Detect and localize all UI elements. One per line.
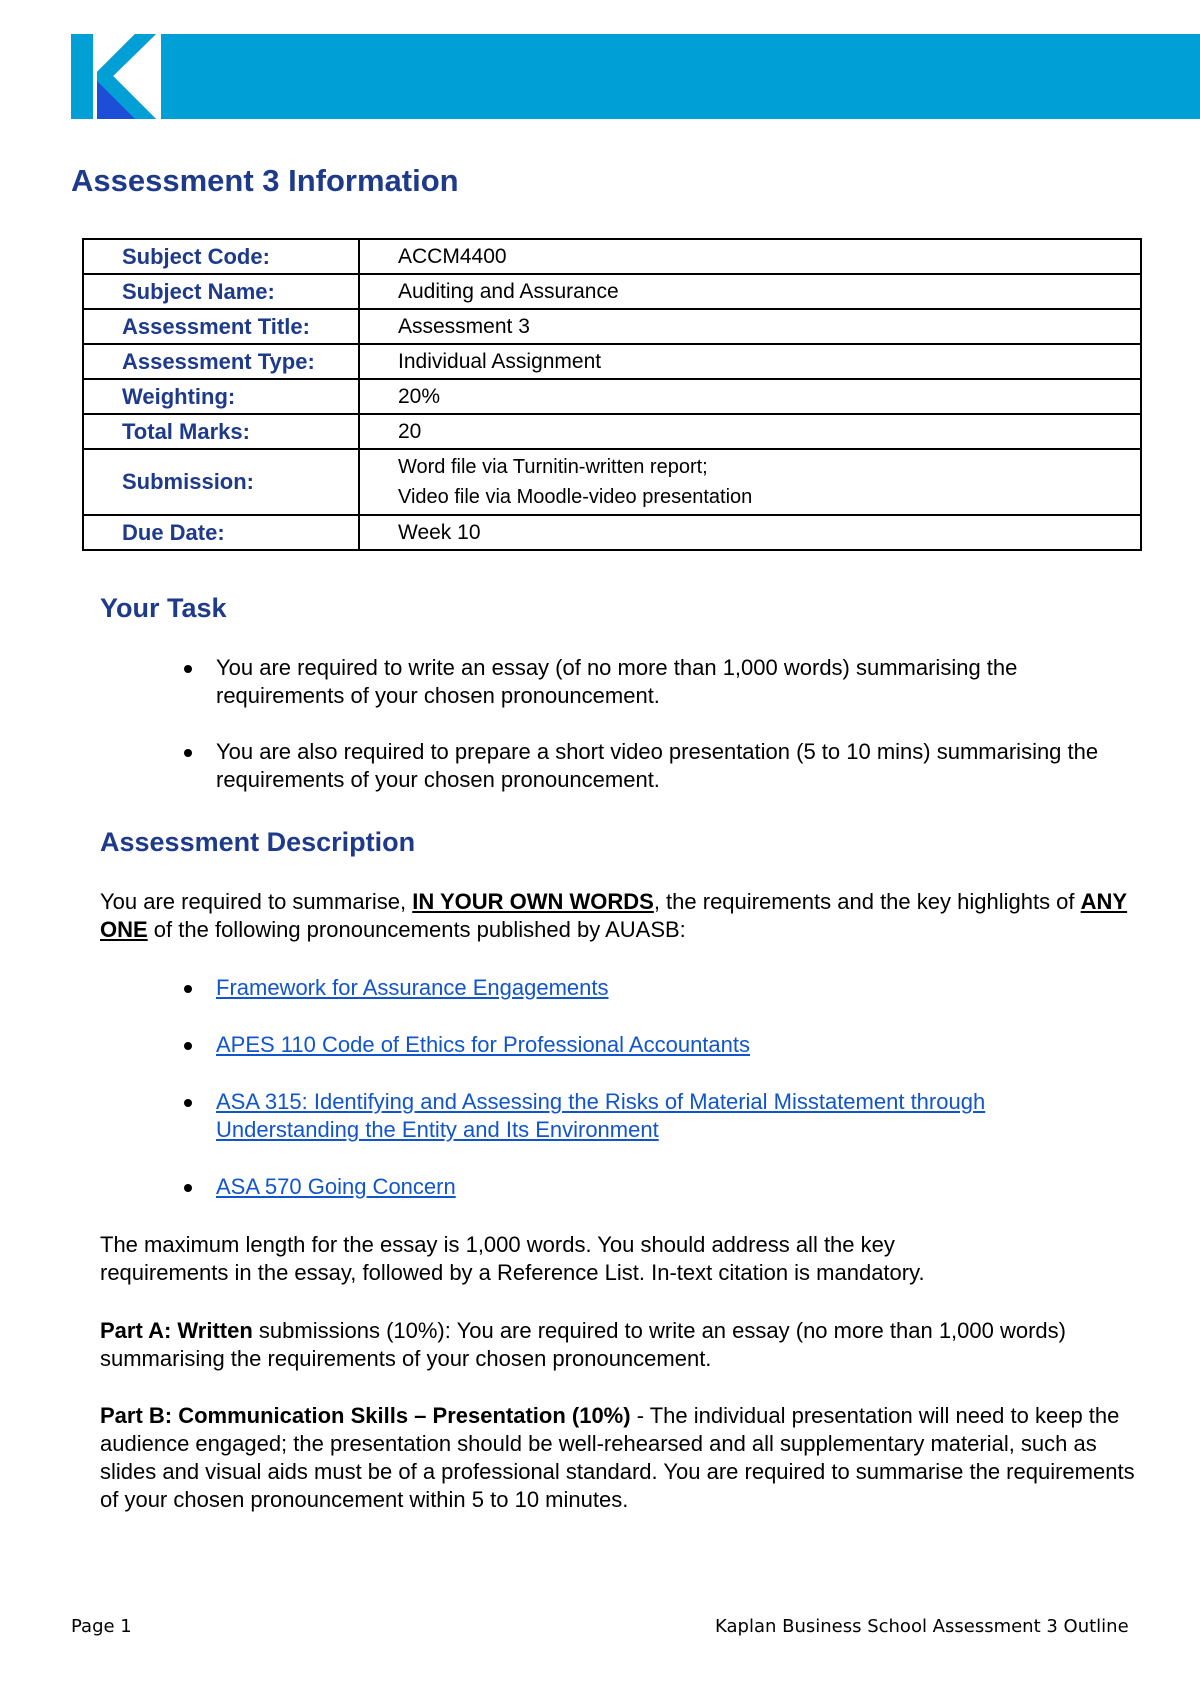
list-item: You are required to write an essay (of no more than 1,000 words) summarising the requirements of your chosen pronouncement. [100,654,1130,710]
field-value: Auditing and Assurance [359,274,1141,309]
submission-line: Word file via Turnitin-written report; [398,456,708,478]
max-length-paragraph: The maximum length for the essay is 1,000 words. You should address all the key requirements in the essay, followed by a Reference List. In-text citation is mandatory. [100,1232,925,1285]
field-label: Subject Code: [83,239,359,274]
table-row [83,515,1141,550]
assessment-description-heading: Assessment Description [100,827,416,857]
task-list [100,654,1130,794]
field-value: ACCM4400 [359,239,1141,274]
field-label: Subject Name: [83,274,359,309]
bullet-icon [184,749,192,757]
bullet-icon [184,1184,192,1192]
bullet-icon [184,665,192,673]
field-label: Assessment Title: [83,309,359,344]
link-apes-110[interactable]: APES 110 Code of Ethics for Professional Accountants [216,1032,751,1057]
field-value: Week 10 [359,515,1141,550]
field-label: Weighting: [83,379,359,414]
table-row [83,344,1141,379]
page-number: Page 1 [71,1616,132,1637]
bullet-icon [184,1042,192,1050]
assessment-info-table [82,238,1142,551]
field-label: Total Marks: [83,414,359,449]
table-row [83,274,1141,309]
field-value: Assessment 3 [359,309,1141,344]
submission-line: Video file via Moodle-video presentation [398,486,753,508]
footer-document-title: Kaplan Business School Assessment 3 Outline [715,1616,1129,1637]
link-asa-315[interactable]: ASA 315: Identifying and Assessing the Risks of Material Misstatement through Understanding the Entity and Its Environment [216,1089,986,1142]
list-item [100,974,1130,1002]
part-b-paragraph: Part B: Communication Skills – Presentation (10%) - The individual presentation will need to keep the audience engaged; the presentation should be well-rehearsed and all supplementary material, such as slides and visual aids must be of a professional standard. You are required to summarise the requirements of your chosen pronouncement within 5 to 10 minutes. [100,1403,1135,1512]
field-value: 20 [359,414,1141,449]
field-label: Due Date: [83,515,359,550]
list-item [100,1088,1130,1144]
field-label: Submission: [83,449,359,515]
field-value: Individual Assignment [359,344,1141,379]
header-banner [160,34,1200,119]
table-row [83,379,1141,414]
list-item [100,1173,1130,1201]
table-row [83,309,1141,344]
field-label: Assessment Type: [83,344,359,379]
part-a-paragraph: Part A: Written submissions (10%): You are required to write an essay (no more than 1,000 words) summarising the requirements of your chosen pronouncement. [100,1318,1066,1371]
bullet-icon [184,1099,192,1107]
pronouncement-list [100,974,1130,1201]
link-framework[interactable]: Framework for Assurance Engagements [216,975,609,1000]
table-row [83,239,1141,274]
bullet-icon [184,985,192,993]
link-asa-570[interactable]: ASA 570 Going Concern [216,1174,456,1199]
list-item: You are also required to prepare a short video presentation (5 to 10 mins) summarising the requirements of your chosen pronouncement. [100,738,1130,794]
table-row [83,414,1141,449]
table-row [83,449,1141,515]
kaplan-k-logo-icon [71,34,161,119]
page-title: Assessment 3 Information [71,163,459,198]
field-value [359,449,1141,515]
your-task-heading: Your Task [100,593,227,623]
description-intro: You are required to summarise, IN YOUR OWN WORDS, the requirements and the key highlights of ANY ONE of the following pronouncements published by AUASB: [100,889,1128,942]
list-item [100,1031,1130,1059]
field-value: 20% [359,379,1141,414]
